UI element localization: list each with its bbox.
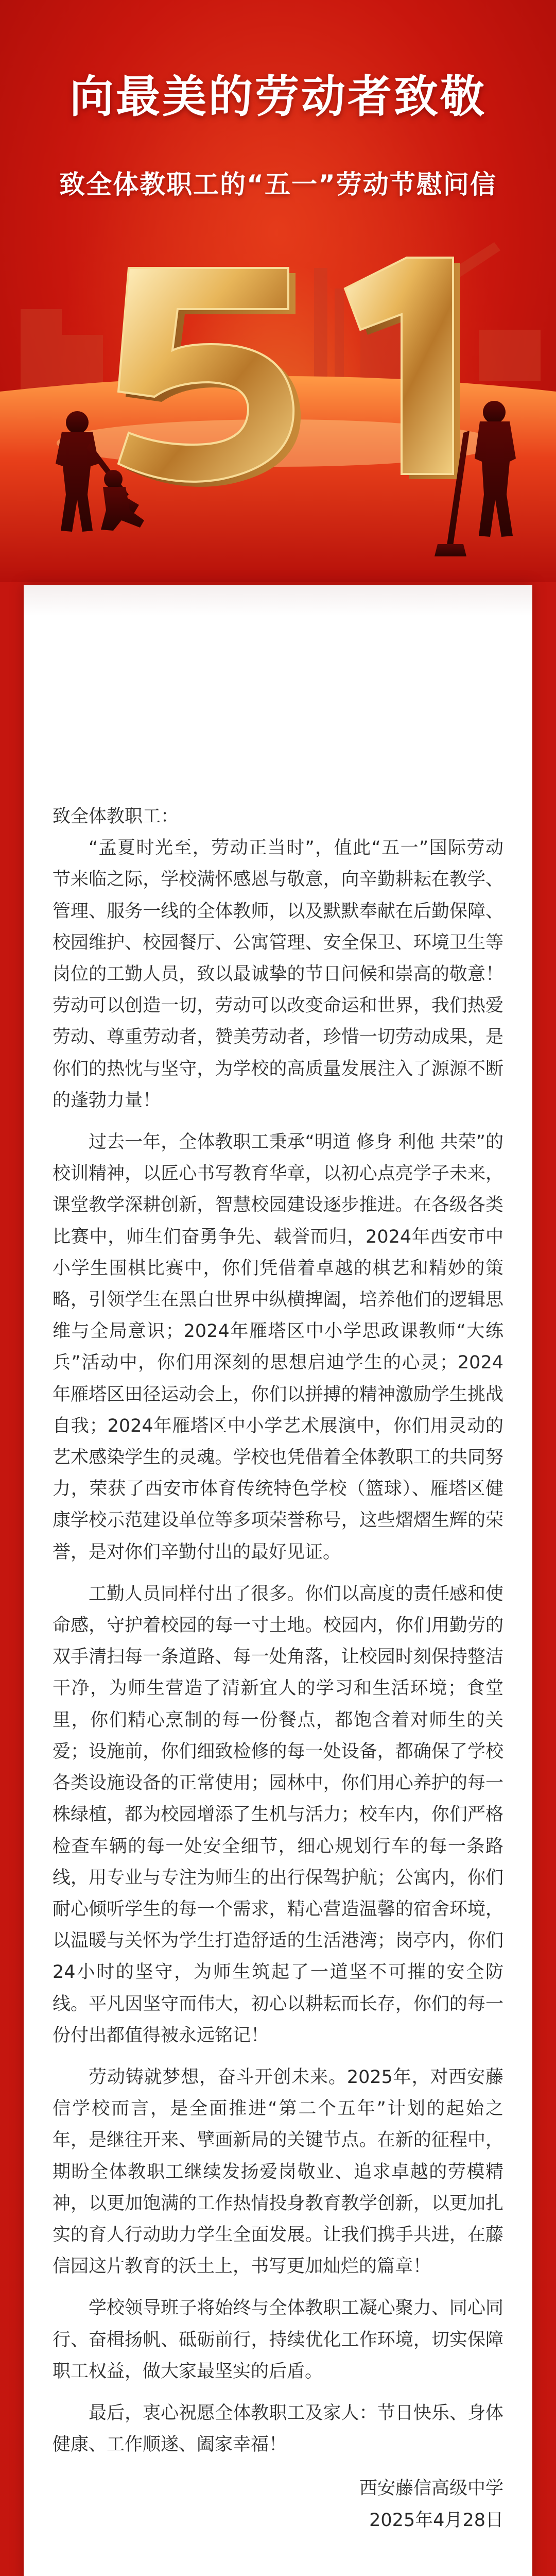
signature-date: 2025年4月28日 [369, 2510, 503, 2531]
letter-greeting: 致全体教职工： [53, 806, 179, 827]
letter-paragraph-6: 最后，衷心祝愿全体教职工及家人：节日快乐、身体健康、工作顺遂、阖家幸福！ [53, 2402, 503, 2455]
letter-sheet [24, 585, 532, 2576]
letter-paragraph-5: 学校领导班子将始终与全体教职工凝心聚力、同心同行、奋楫扬帆、砥砺前行，持续优化工作环境，切实保障职工权益，做大家最坚实的后盾。 [53, 2298, 503, 2382]
hero-title: 向最美的劳动者致敬 [70, 71, 486, 123]
letter-paragraph-3: 工勤人员同样付出了很多。你们以高度的责任感和使命感，守护着校园的每一寸土地。校园内，你们用勤劳的双手清扫每一条道路、每一处角落，让校园时刻保持整洁干净，为师生营造了清新宜人的学习和生活环境；食堂里，你们精心烹制的每一份餐点，都饱含着对师生的关爱；设施前，你们细致检修的每一处设备，都确保了学校各类设施设备的正常使用；园林中，你们用心养护的每一株绿植，都为校园增添了生机与活力；校车内，你们严格检查车辆的每一处安全细节，细心规划行车的每一条路线，用专业与专注为师生的出行保驾护航；公寓内，你们耐心倾听学生的每一个需求，精心营造温馨的宿舍环境，以温暖与关怀为学生打造舒适的生活港湾；岗亭内，你们24小时的坚守，为师生筑起了一道坚不可摧的安全防线。平凡因坚守而伟大，初心以耕耘而长存，你们的每一份付出都值得被永远铭记！ [53, 1583, 503, 2046]
signature-org: 西安藤信高级中学 [359, 2478, 503, 2499]
letter-signature [53, 2473, 503, 2536]
hero-subtitle: 致全体教职工的“五一”劳动节慰问信 [59, 170, 497, 199]
letter-paragraph-4: 劳动铸就梦想，奋斗开创未来。2025年，对西安藤信学校而言，是全面推进“第二个五年”计划的起始之年，是继往开来、擘画新局的关键节点。在新的征程中，期盼全体教职工继续发扬爱岗敬业、追求卓越的劳模精神，以更加饱满的工作热情投身教育教学创新，以更加扎实的育人行动助力学生全面发展。让我们携手共进，在藤信园这片教育的沃土上，书写更加灿烂的篇章！ [53, 2066, 503, 2277]
letter-paragraph-2: 过去一年，全体教职工秉承“明道 修身 利他 共荣”的校训精神，以匠心书写教育华章，以初心点亮学子未来，课堂教学深耕创新，智慧校园建设逐步推进。在各级各类比赛中，师生们奋勇争先、载誉而归，2024年西安市中小学生围棋比赛中，你们凭借着卓越的棋艺和精妙的策略，引领学生在黑白世界中纵横捭阖，培养他们的逻辑思维与全局意识；2024年雁塔区中小学思政课教师“大练兵”活动中，你们用深刻的思想启迪学生的心灵；2024年雁塔区田径运动会上，你们以拼搏的精神激励学生挑战自我；2024年雁塔区中小学艺术展演中，你们用灵动的艺术感染学生的灵魂。学校也凭借着全体教职工的共同努力，荣获了西安市体育传统特色学校（篮球）、雁塔区健康学校示范建设单位等多项荣誉称号，这些熠熠生辉的荣誉，是对你们辛勤付出的最好见证。 [53, 1132, 503, 1563]
golden-five-icon [118, 268, 301, 487]
letter-body [53, 801, 503, 2536]
hero-banner [0, 0, 556, 582]
letter-paragraph-1: “孟夏时光至，劳动正当时”，值此“五一”国际劳动节来临之际，学校满怀感恩与敬意，向辛勤耕耘在教学、管理、服务一线的全体教师，以及默默奉献在后勤保障、校园维护、校园餐厅、公寓管理、安全保卫、环境卫生等岗位的工勤人员，致以最诚挚的节日问候和崇高的敬意！劳动可以创造一切，劳动可以改变命运和世界，我们热爱劳动、尊重劳动者，赞美劳动者，珍惜一切劳动成果，是你们的热忱与坚守，为学校的高质量发展注入了源源不断的蓬勃力量！ [53, 838, 503, 1111]
